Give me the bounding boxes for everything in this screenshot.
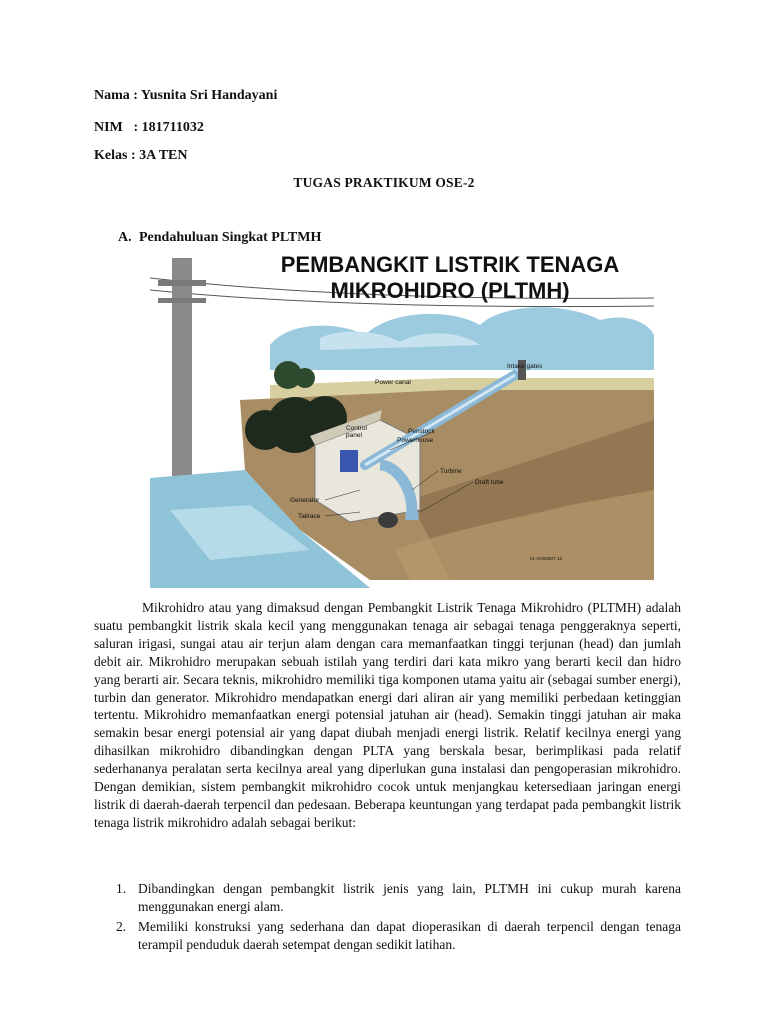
section-heading <box>118 230 321 246</box>
list-item-text: Memiliki konstruksi yang sederhana dan dapat dioperasikan di daerah terpencil dengan tenaga terampil penduduk daerah setempat dengan sedikit latihan. <box>138 918 681 952</box>
document-title: TUGAS PRAKTIKUM OSE-2 <box>293 175 475 190</box>
label-penstock: Penstock <box>408 428 435 435</box>
figure-title-line2: MIKROHIDRO (PLTMH) <box>330 278 570 303</box>
label-intake-gates: Intake gates <box>507 363 543 370</box>
figure-code: 01-GA50607-13 <box>530 556 563 561</box>
class-label: Kelas <box>94 148 128 163</box>
nim-line <box>94 120 204 136</box>
list-item <box>94 918 681 954</box>
class-line <box>94 148 188 164</box>
nim-label: NIM <box>94 120 123 135</box>
section-title: Pendahuluan Singkat PLTMH <box>139 230 322 245</box>
nim-value: : 181711032 <box>133 120 204 135</box>
pltmh-illustration <box>150 250 654 588</box>
label-control: Control <box>346 425 367 432</box>
name-line <box>94 88 277 104</box>
figure-title-line1: PEMBANGKIT LISTRIK TENAGA <box>280 252 620 277</box>
label-power-canal: Power canal <box>375 379 411 386</box>
list-item-number: 2. <box>116 918 127 934</box>
section-number: A. <box>118 230 132 245</box>
label-tailrace: Tailrace <box>298 513 321 520</box>
advantages-list <box>94 880 681 956</box>
label-panel: panel <box>346 432 362 439</box>
list-item-number: 1. <box>116 881 127 896</box>
label-turbine: Turbine <box>440 468 462 475</box>
list-item-text: Dibandingkan dengan pembangkit listrik jenis yang lain, PLTMH ini cukup murah karena menggunakan energi alam. <box>138 881 681 914</box>
list-item <box>94 880 681 916</box>
label-powerhouse: Powerhouse <box>397 437 434 444</box>
body-paragraph: Mikrohidro atau yang dimaksud dengan Pembangkit Listrik Tenaga Mikrohidro (PLTMH) adalah suatu pembangkit listrik skala kecil yang menggunakan tenaga air sebagai tenaga penggeraknya seperti, saluran irigasi, sungai atau air terjun alam dengan cara memanfaatkan tinggi terjunan (head) dan jumlah debit air. Mikrohidro merupakan sebuah istilah yang terdiri dari kata mikro yang berarti kecil dan hidro yang berarti air. Secara teknis, mikrohidro memiliki tiga komponen utama yaitu air (sebagai sumber energi), turbin dan generator. Mikrohidro mendapatkan energi dari aliran air yang memiliki perbedaan ketinggian tertentu. Mikrohidro memanfaatkan energi potensial jatuhan air (head). Semakin tinggi jatuhan air maka semakin besar energi potensial air yang dapat diubah menjadi energi listrik. Relatif kecilnya energi yang dihasilkan mikrohidro dibandingkan dengan PLTA yang berskala besar, berimplikasi pada relatif sederhananya peralatan serta kecilnya areal yang diperlukan guna instalasi dan pengoperasian mikrohidro. Dengan demikian, sistem pembangkit mikrohidro cocok untuk menjangkau ketersediaan jaringan energi listrik di daerah-daerah terpencil dan pedesaan. Beberapa keuntungan yang terdapat pada pembangkit listrik tenaga listrik mikrohidro adalah sebagai berikut: <box>94 600 681 830</box>
name-value: : Yusnita Sri Handayani <box>133 88 278 103</box>
label-generator: Generator <box>290 497 320 504</box>
name-label: Nama <box>94 88 130 103</box>
class-value: : 3A TEN <box>130 148 188 163</box>
label-draft-tube: Draft tube <box>475 479 504 486</box>
